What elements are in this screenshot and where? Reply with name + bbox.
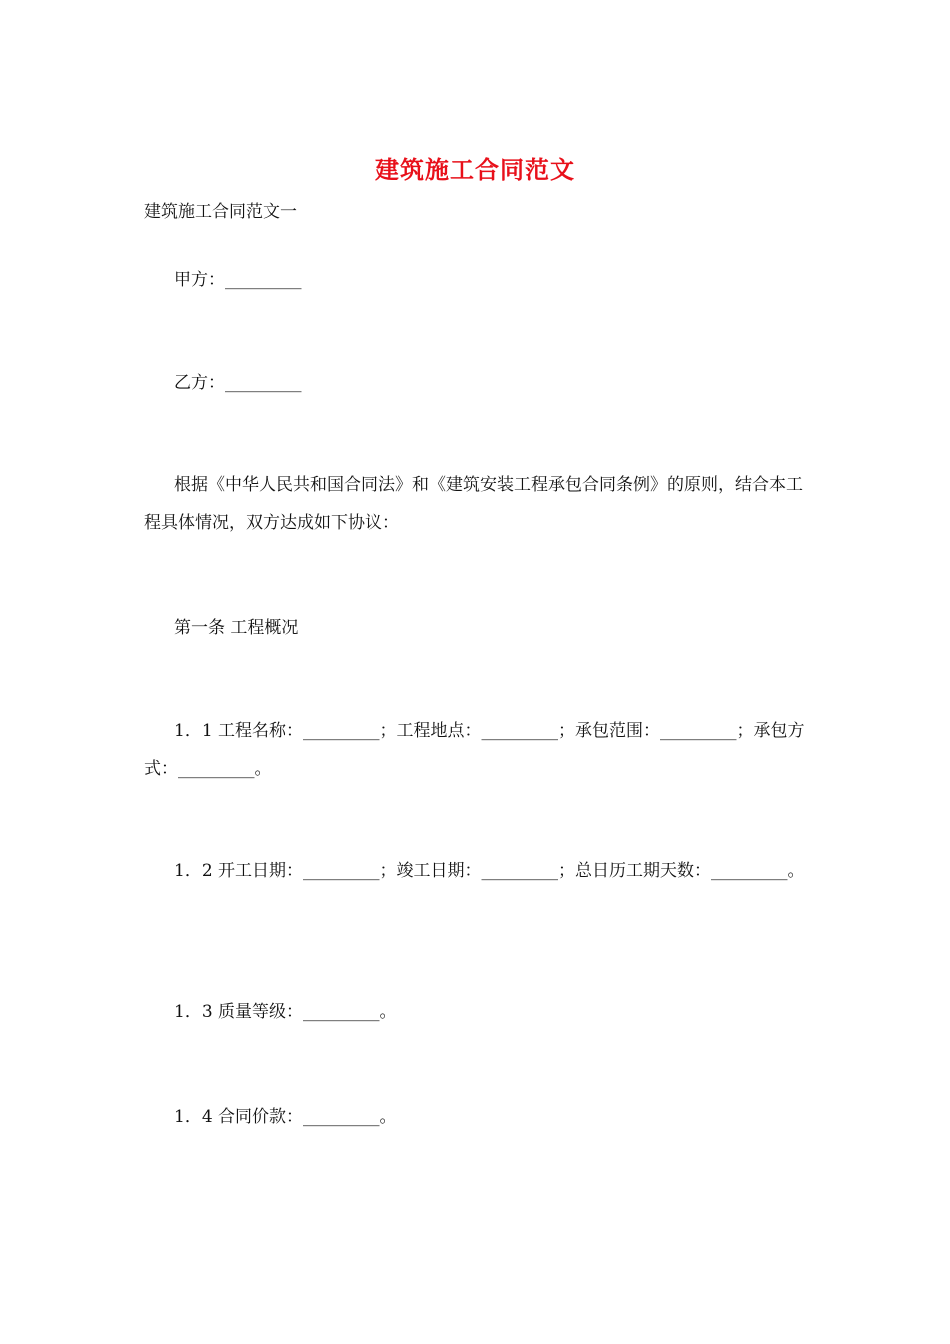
document-subtitle: 建筑施工合同范文一 <box>144 202 297 222</box>
document-title: 建筑施工合同范文 <box>375 155 575 184</box>
preamble-paragraph: 根据《中华人民共和国合同法》和《建筑安装工程承包合同条例》的原则，结合本工程具体情况，双方达成如下协议： <box>144 475 803 533</box>
clause-1-2: 1．2 开工日期：_________；竣工日期：_________；总日历工期天数：_________。 <box>174 861 805 881</box>
clause-1-1: 1．1 工程名称：_________；工程地点：_________；承包范围：_________；承包方式：_________。 <box>144 721 805 779</box>
party-b-line: 乙方：_________ <box>174 373 302 393</box>
party-a-line: 甲方：_________ <box>174 270 302 290</box>
clause-1-4: 1．4 合同价款：_________。 <box>174 1107 397 1127</box>
article-1-heading: 第一条 工程概况 <box>174 618 299 638</box>
clause-1-3: 1．3 质量等级：_________。 <box>174 1002 397 1022</box>
